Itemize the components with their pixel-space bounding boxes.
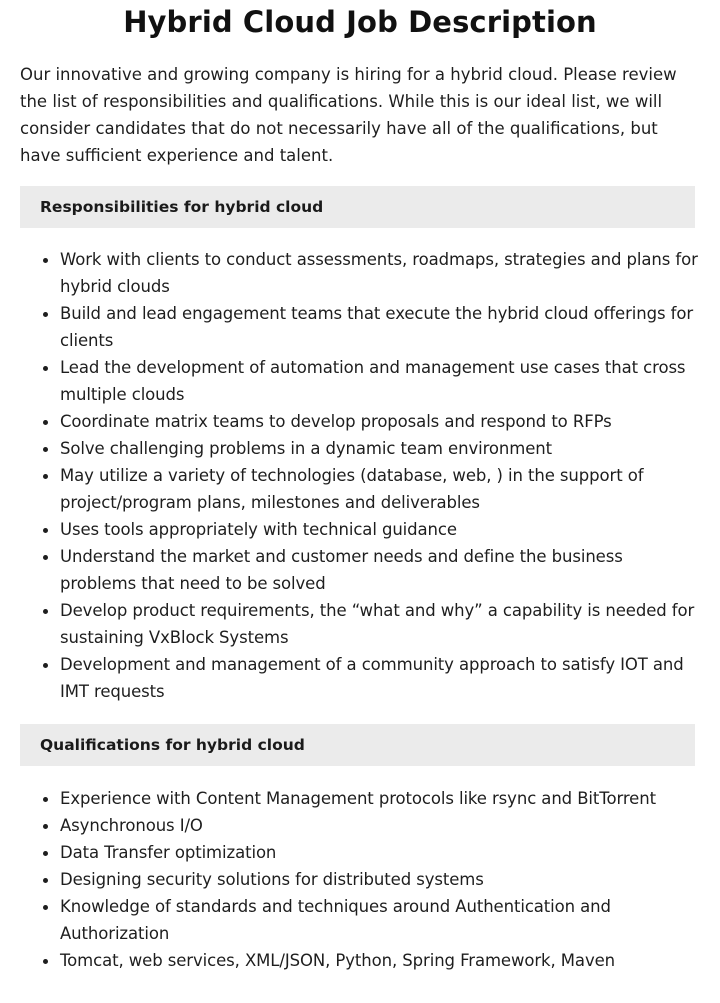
qualifications-list — [0, 785, 720, 974]
responsibilities-heading — [20, 186, 695, 228]
list-item: Data Transfer optimization — [60, 839, 702, 866]
qualifications-heading — [20, 724, 695, 766]
list-item: Asynchronous I/O — [60, 812, 702, 839]
list-item: Lead the development of automation and management use cases that cross multiple clouds — [60, 354, 702, 408]
list-item: May utilize a variety of technologies (database, web, ) in the support of project/program plans, milestones and deliverables — [60, 462, 702, 516]
responsibilities-heading-label: Responsibilities for hybrid cloud — [40, 198, 324, 216]
list-item: Understand the market and customer needs and define the business problems that need to be solved — [60, 543, 702, 597]
intro-paragraph: Our innovative and growing company is hiring for a hybrid cloud. Please review the list of responsibilities and qualifications. While this is our ideal list, we will consider candidates that do not necessarily have all of the qualifications, but have sufficient experience and talent. — [20, 65, 677, 165]
responsibilities-list — [0, 246, 720, 705]
list-item: Uses tools appropriately with technical guidance — [60, 516, 702, 543]
list-item: Solve challenging problems in a dynamic team environment — [60, 435, 702, 462]
list-item: Development and management of a community approach to satisfy IOT and IMT requests — [60, 651, 702, 705]
list-item: Designing security solutions for distributed systems — [60, 866, 702, 893]
list-item: Work with clients to conduct assessments, roadmaps, strategies and plans for hybrid clouds — [60, 246, 702, 300]
list-item: Build and lead engagement teams that execute the hybrid cloud offerings for clients — [60, 300, 702, 354]
list-item: Knowledge of standards and techniques around Authentication and Authorization — [60, 893, 702, 947]
list-item: Tomcat, web services, XML/JSON, Python, Spring Framework, Maven — [60, 947, 702, 974]
qualifications-heading-label: Qualifications for hybrid cloud — [40, 736, 305, 754]
list-item: Develop product requirements, the “what and why” a capability is needed for sustaining VxBlock Systems — [60, 597, 702, 651]
list-item: Experience with Content Management protocols like rsync and BitTorrent — [60, 785, 702, 812]
page-title: Hybrid Cloud Job Description — [123, 5, 597, 39]
list-item: Coordinate matrix teams to develop proposals and respond to RFPs — [60, 408, 702, 435]
